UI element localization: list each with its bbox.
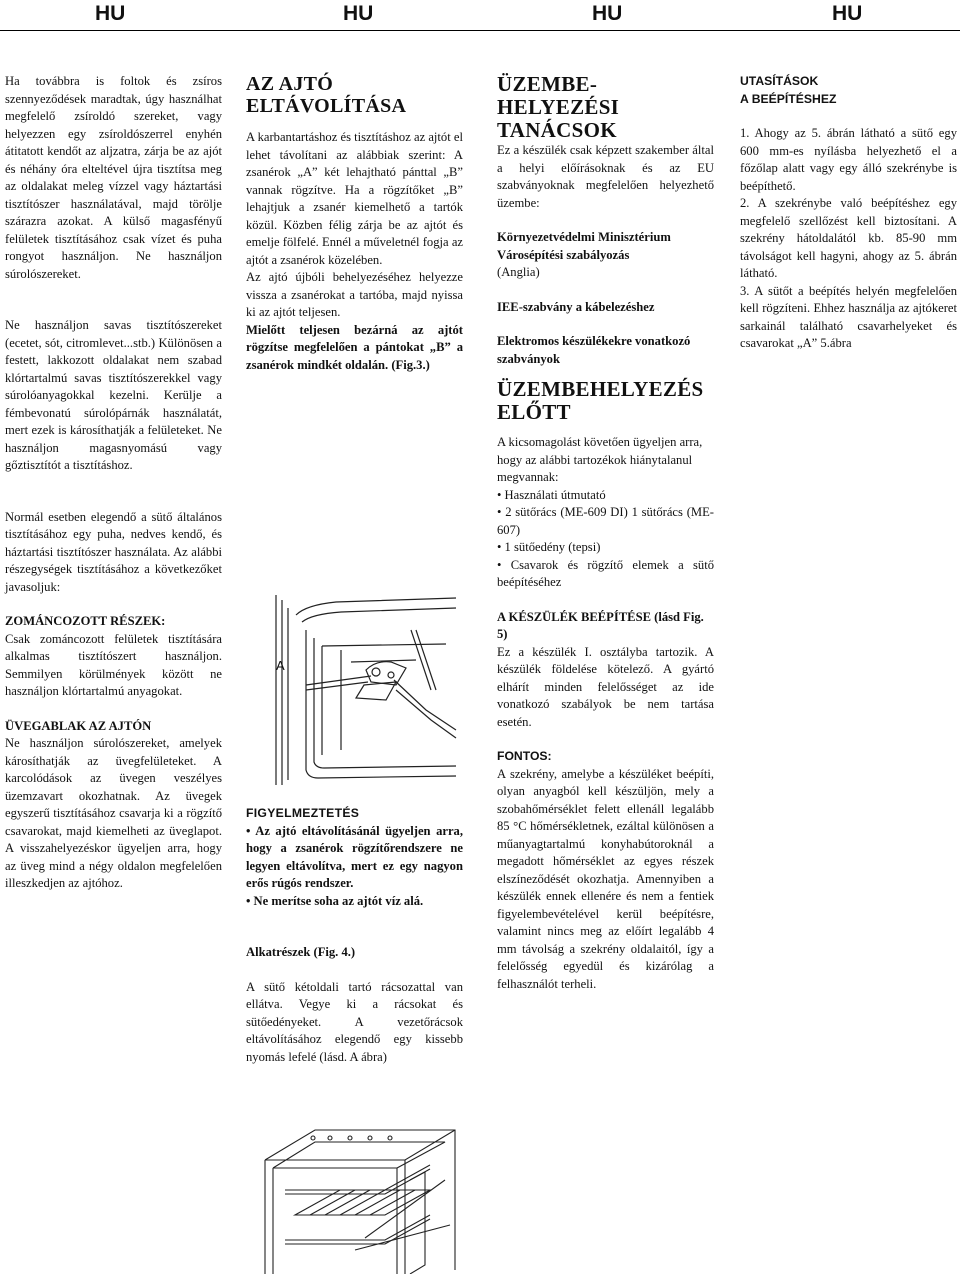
column-1 — [5, 73, 222, 893]
heading-glass: ÜVEGABLAK AZ AJTÓN — [5, 718, 152, 733]
col3-paragraph-3: Ez a készülék I. osztályba tartozik. A készülék földelése kötelező. A gyártó elhárít minden felelősséget az ide vonatkozó szabályok be nem tartása esetén. — [497, 644, 714, 729]
header-label-2: HU — [343, 2, 374, 25]
list-item: • 1 sütőedény (tepsi) — [497, 540, 601, 554]
col3-paragraph-4: A szekrény, amelybe a készüléket beépíti, olyan anyagból kell készüljön, mely a szobahőmérséklet felett ellenáll legalább 85 °C hőmérsékletnek, ezáltal különösen a műanyagtartalmú konyhabútoroknál a megadott hőmérséklet az egyes részek elszíneződését okozhatja. Amennyiben a készülék ennek ellenére és nem a fentiek figyelembevételével kerül beépítésre, valamint nincs meg az előírt legalább 4 mm távolság a szekrény oldalaitól, így a felelősség egyedül és kizárólag a felhasználót terheli. — [497, 766, 714, 991]
standard-3: Elektromos készülékekre vonatkozó szabványok — [497, 334, 691, 366]
heading-important: FONTOS: — [497, 749, 552, 763]
col4-paragraph-1: 1. Ahogy az 5. ábrán látható a sütő egy 600 mm-es nyílásba helyezhető el a főzőlap alatt vagy egy álló szekrénybe is beépíthető. — [740, 126, 957, 193]
door-title-line-1: AZ AJTÓ — [246, 73, 334, 95]
standard-2: IEE-szabvány a kábelezéshez — [497, 299, 655, 314]
list-item: • Használati útmutató — [497, 487, 606, 502]
hinge-figure — [246, 590, 466, 790]
header-label-1: HU — [95, 2, 126, 25]
warning-text-1: • Az ajtó eltávolításánál ügyeljen arra, hogy a zsanérok rögzítőrendszere ne legyen eltávolítva, mert ez egy nagyon erős rúgós rendszer. — [246, 823, 463, 890]
before-install-title-1: ÜZEMBEHELYEZÉS — [497, 377, 704, 401]
col1-paragraph-4: Csak zománcozott felületek tisztítására alkalmas tisztítószert használjon. Semmilyen körülmények között ne használjon klórtartalmú anyagokat. — [5, 631, 222, 698]
col4-paragraph-2: 2. A szekrénybe való beépítéshez egy megfelelő szellőzést kell biztosítani. A szekrény hátoldalától kb. 85-90 mm távolságot kell hagyni, ahogy az 5. ábrán látható. — [740, 196, 957, 280]
col3-paragraph-2: A kicsomagolást követően ügyeljen arra, hogy az alábbi tartozékok hiánytalanul megvannak: — [497, 435, 703, 484]
fig-label-a: A — [276, 658, 285, 673]
oven-rack-figure — [255, 1120, 470, 1274]
instructions-title-1: UTASÍTÁSOK — [740, 74, 819, 88]
col1-paragraph-2: Ne használjon savas tisztítószereket (ecetet, sót, citromlevet...stb.) Különösen a festett, lakkozott oldalakat nem szabad klórtartalmú savas tisztítószerekkel vagy súrolóanyagokkal kezelni. Kerülje a fémbevonatú súrolópárnák használatát, mert ezek is károsíthatják a felületeket. Ne használjon magasnyomású vagy gőztisztítót a tisztításhoz. — [5, 318, 222, 472]
col1-paragraph-1: Ha továbbra is foltok és zsíros szennyeződések maradtak, úgy használhat megfelelő zsíroldó szereket, vagy helyezzen egy zsíroldószerrel enyhén átitatott kendőt az aljzatra, zárja be az ajót és néhány óra elteltével újra tisztítsa meg az oldalakat meleg vízzel vagy háztartási tisztítószer használatával, majd törölje szárazra azokat. A külső magasfényű felületek tisztításához csak vízet és puha rongyot használjon. Ne használjon súrolószereket. — [5, 74, 222, 281]
warning-text-2: • Ne merítse soha az ajtót víz alá. — [246, 893, 424, 908]
before-install-title-2: ELŐTT — [497, 400, 571, 424]
header-label-4: HU — [832, 2, 863, 25]
install-tips-title-1: ÜZEMBE- — [497, 72, 598, 96]
col2-paragraph-1: A karbantartáshoz és tisztításhoz az ajtót el lehet távolítani az alábbiak szerint: A zsanérok „A” két lehajtható pánttal „B” vannak rögzítve. Ha a rögzítőket „B” lehajtjuk a zsanér kiemelhető a tartók közül. Közben félig zárja be az ajtót és emelje fölfelé. Ennél a műveletnél fogja az ajtót a zsanérok közelében. — [246, 130, 463, 267]
list-item: • 2 sütőrács (ME-609 DI) 1 sütőrács (ME-607) — [497, 505, 714, 537]
col3-paragraph-1: Ez a készülék csak képzett szakember által a helyi előírásoknak és az EU szabványoknak megfelelően helyezhető üzembe: — [497, 143, 714, 210]
warning-title: FIGYELMEZTETÉS — [246, 806, 360, 820]
column-2-lower — [246, 805, 463, 1066]
install-tips-title-3: TANÁCSOK — [497, 118, 617, 142]
install-tips-title-2: HELYEZÉSI — [497, 95, 620, 119]
col2-paragraph-2-bold: Mielőtt teljesen bezárná az ajtót rögzítse megfelelően a pántokat „B” a zsanérok mindkét oldalán. (Fig.3.) — [246, 322, 463, 372]
instructions-title-2: A BEÉPÍTÉSHEZ — [740, 91, 837, 106]
header-rule — [0, 30, 960, 31]
column-3 — [497, 73, 714, 993]
heading-enamel: ZOMÁNCOZOTT RÉSZEK: — [5, 614, 166, 628]
column-2 — [246, 73, 463, 374]
accessories-list — [497, 487, 714, 592]
standard-1-country: (Anglia) — [497, 265, 540, 279]
header-label-3: HU — [592, 2, 623, 25]
parts-title: Alkatrészek (Fig. 4.) — [246, 945, 356, 959]
col2-paragraph-3: A sütő kétoldali tartó rácsozattal van ellátva. Vegye ki a rácsokat és sütőedényeket. A vezetőrácsok eltávolításához elegendő egy kissebb nyomás lefelé (lásd. A ábra) — [246, 979, 463, 1064]
list-item: • Csavarok és rögzítő elemek a sütő beépítéséhez — [497, 557, 714, 589]
door-title-line-2: ELTÁVOLÍTÁSA — [246, 95, 407, 117]
col1-paragraph-3: Normál esetben elegendő a sütő általános tisztításához egy puha, nedves kendő, és háztartási tisztítószer használata. Az alábbi részegységek tisztításához a következőket javasoljuk: — [5, 509, 222, 594]
col2-paragraph-2: Az ajtó újbóli behelyezéséhez helyezze vissza a zsanérokat a tartóba, majd nyissa ki az ajtót teljesen. — [246, 270, 463, 319]
col1-paragraph-5: Ne használjon súrolószereket, amelyek károsíthatják az üvegfelületeket. A karcolódások az üvegen veszélyes üzemzavart okozhatnak. Az üvegek egyszerű tisztításához csavarja ki a rögzítő csavarokat, majd kiemelheti az üveglapot. A visszahelyezéskor ügyeljen arra, hogy az üveg mind a négy oldalon megfelelően illeszkedjen az ajtóhoz. — [5, 736, 222, 890]
heading-install: A KÉSZÜLÉK BEÉPÍTÉSE (lásd Fig. 5) — [497, 609, 704, 641]
standard-1: Környezetvédelmi Minisztérium Városépítési szabályozás — [497, 230, 671, 262]
col4-paragraph-3: 3. A sütőt a beépítés helyén megfelelően kell rögzíteni. Ehhez használja az ajtókeret sarkainál található csavarhelyeket és csavarokat „A” 5.ábra — [740, 283, 957, 350]
column-4 — [740, 73, 957, 353]
